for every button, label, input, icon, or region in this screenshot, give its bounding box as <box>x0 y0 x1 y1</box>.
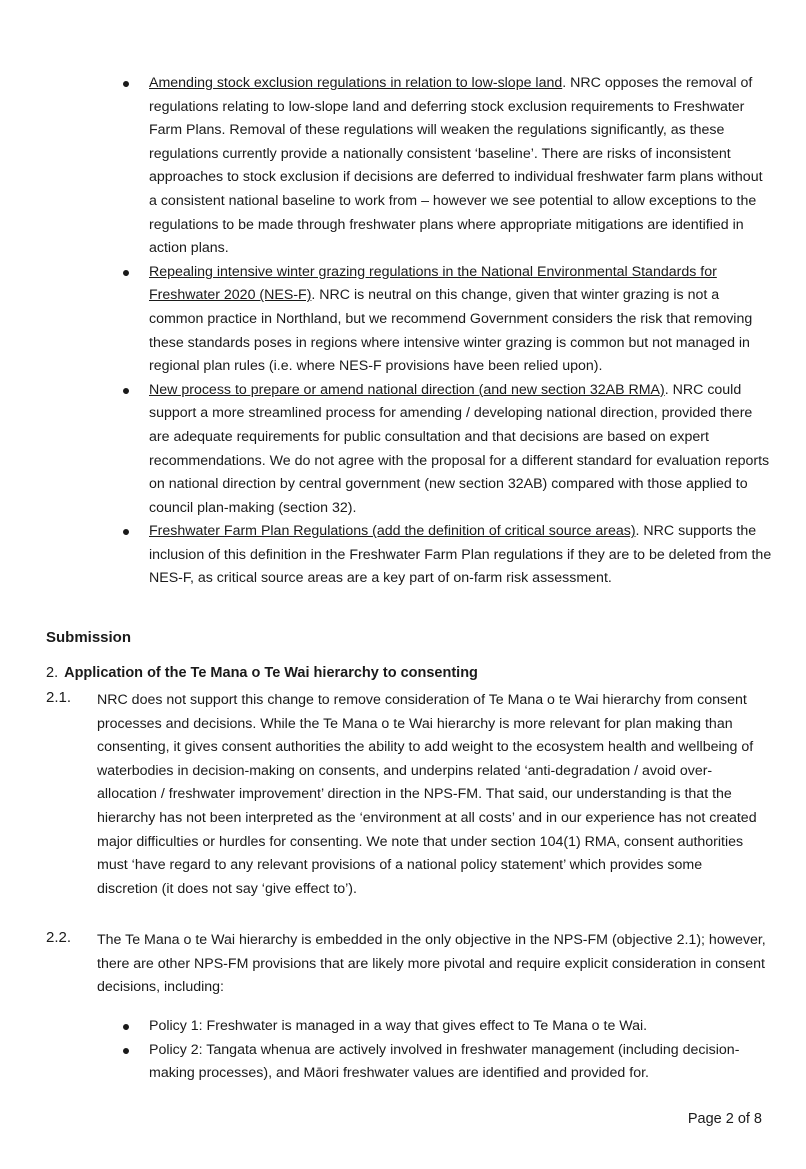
paragraph-2-1 <box>46 689 766 901</box>
bullet-list-bottom <box>122 1015 772 1086</box>
list-item: Policy 1: Freshwater is managed in a way that gives effect to Te Mana o te Wai. <box>122 1015 772 1039</box>
bullet-text: . NRC could support a more streamlined process for amending / developing national direction, provided there are adequate requirements for public consultation and that decisions are based on expert recommendations. We do not agree with the proposal for a different standard for evaluation reports on national direction by central government (new section 32AB) compared with those applied to council plan-making (section 32). <box>149 381 770 516</box>
paragraph-2-2 <box>46 929 766 1000</box>
paragraph-number: 2.1. <box>46 689 72 706</box>
list-item <box>122 520 772 591</box>
list-item <box>122 261 772 379</box>
bullet-title: New process to prepare or amend national direction (and new section 32AB RMA) <box>149 381 665 398</box>
paragraph-text: The Te Mana o te Wai hierarchy is embedded in the only objective in the NPS-FM (objective 2.1); however, there are other NPS-FM provisions that are likely more pivotal and require explicit consideration in consent decisions, including: <box>97 932 766 996</box>
submission-heading: Submission <box>46 629 132 646</box>
section-number: 2. <box>46 665 59 681</box>
bullet-text: . NRC opposes the removal of regulations relating to low-slope land and deferring stock exclusion requirements to Freshwater Farm Plans. Removal of these regulations will weaken the regulations significantly, as these regulations currently provide a nationally consistent ‘baseline’. There are risks of inconsistent approaches to stock exclusion if decisions are deferred to individual freshwater farm plans without a consistent national baseline to work from – however we see potential to allow exceptions to the regulations to be made through freshwater plans where appropriate mitigations are identified in action plans. <box>149 75 763 257</box>
paragraph-number: 2.2. <box>46 929 72 946</box>
bullet-title: Repealing intensive winter grazing regulations in the National Environmental Standards for Freshwater 2020 (NES-F) <box>149 263 717 304</box>
paragraph-text: NRC does not support this change to remove consideration of Te Mana o te Wai hierarchy from consent processes and decisions. While the Te Mana o te Wai hierarchy is more relevant for plan making than consenting, it gives consent authorities the ability to add weight to the ecosystem health and wellbeing of waterbodies in decision-making on consents, and underpins related ‘anti-degradation / avoid over-allocation / freshwater improvement’ direction in the NPS-FM. That said, our understanding is that the hierarchy has not been interpreted as the ‘environment at all costs’ and in our experience has not created major difficulties or hurdles for consenting. We note that under section 104(1) RMA, consent authorities must ‘have regard to any relevant provisions of a national policy statement’ which provides some discretion (it does not say ‘give effect to’). <box>97 692 757 897</box>
bullet-text: . NRC is neutral on this change, given that winter grazing is not a common practice in Northland, but we recommend Government considers the risk that removing these standards poses in regions where intensive winter grazing is common but not managed in regional plan rules (i.e. where NES-F provisions have been relied upon). <box>149 287 753 375</box>
section-title: Application of the Te Mana o Te Wai hierarchy to consenting <box>64 665 478 681</box>
bullet-list-top <box>122 72 772 591</box>
section-heading <box>46 665 478 681</box>
list-item <box>122 72 772 261</box>
list-item <box>122 379 772 521</box>
bullet-text: . NRC supports the inclusion of this definition in the Freshwater Farm Plan regulations if they are to be deleted from the NES-F, as critical source areas are a key part of on-farm risk assessment. <box>149 523 772 587</box>
bullet-title: Amending stock exclusion regulations in relation to low-slope land <box>149 75 563 91</box>
bullet-title: Freshwater Farm Plan Regulations (add the definition of critical source areas) <box>149 523 636 540</box>
page-number: Page 2 of 8 <box>687 1111 762 1127</box>
list-item: Policy 2: Tangata whenua are actively involved in freshwater management (including decision-making processes), and Māori freshwater values are identified and provided for. <box>122 1039 772 1086</box>
